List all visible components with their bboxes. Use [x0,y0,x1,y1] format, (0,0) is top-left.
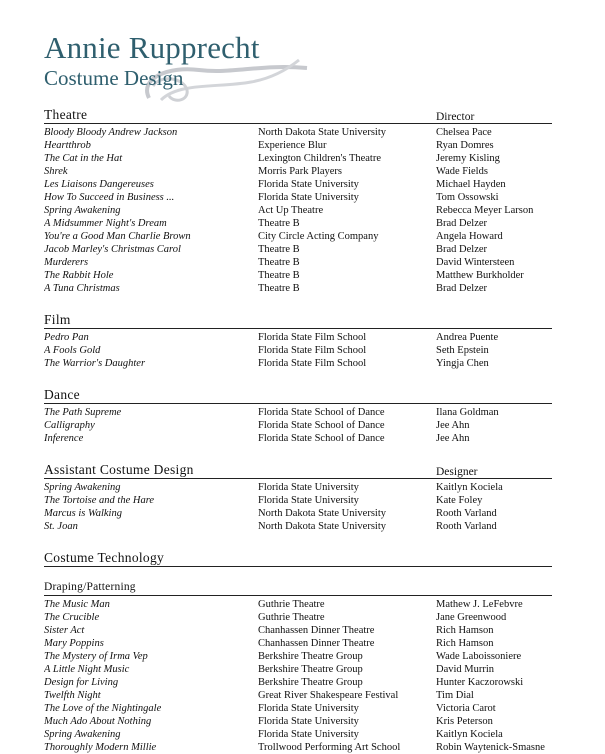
venue: Florida State University [258,729,359,740]
venue: Experience Blur [258,140,327,151]
venue: Theatre B [258,244,300,255]
section-header-assistant [44,461,552,479]
credit-row [44,741,552,754]
credit-row [44,357,552,370]
director-name: Ryan Domres [436,140,494,151]
director-name: David Murrin [436,664,495,675]
director-name: Robin Waytenick-Smasne [436,742,545,753]
column-header-designer: Designer [436,466,478,478]
credit-row [44,139,552,152]
resume-header [44,30,344,110]
venue: Theatre B [258,257,300,268]
production-title: The Warrior's Daughter [44,358,146,369]
production-title: Design for Living [44,677,119,688]
director-name: Ilana Goldman [436,407,499,418]
credit-row [44,406,552,419]
venue: Florida State University [258,179,359,190]
director-name: Jee Ahn [436,433,470,444]
credit-row [44,702,552,715]
venue: Guthrie Theatre [258,599,325,610]
section-header-technology [44,549,552,567]
venue: Trollwood Performing Art School [258,742,401,753]
credit-row [44,637,552,650]
credit-row [44,204,552,217]
column-header-director: Director [436,111,475,123]
section-header-film [44,311,552,329]
venue: Berkshire Theatre Group [258,677,363,688]
venue: Guthrie Theatre [258,612,325,623]
production-title: The Rabbit Hole [44,270,114,281]
production-title: Jacob Marley's Christmas Carol [44,244,181,255]
production-title: A Tuna Christmas [44,283,120,294]
venue: Florida State Film School [258,345,367,356]
credit-row [44,126,552,139]
section-title: Costume Technology [44,550,165,565]
dance-list [44,406,552,445]
director-name: Victoria Carot [436,703,496,714]
director-name: Kris Peterson [436,716,493,727]
director-name: Tom Ossowski [436,192,499,203]
director-name: Mathew J. LeFebvre [436,599,523,610]
credit-row [44,191,552,204]
production-title: Spring Awakening [44,729,121,740]
production-title: Les Liaisons Dangereuses [44,179,154,190]
director-name: Brad Delzer [436,244,488,255]
director-name: Jee Ahn [436,420,470,431]
venue: Morris Park Players [258,166,342,177]
credit-row [44,432,552,445]
director-name: Chelsea Pace [436,127,492,138]
production-title: A Midsummer Night's Dream [44,218,167,229]
director-name: Andrea Puente [436,332,499,343]
director-name: Rich Hamson [436,625,494,636]
technology-list [44,598,552,754]
production-title: Pedro Pan [44,332,89,343]
credit-row [44,598,552,611]
director-name: Brad Delzer [436,283,488,294]
credit-row [44,217,552,230]
venue: Theatre B [258,218,300,229]
venue: City Circle Acting Company [258,231,379,242]
director-name: Seth Epstein [436,345,489,356]
page-title: Annie Rupprecht [44,30,260,65]
director-name: Yingja Chen [436,358,489,369]
production-title: The Music Man [44,599,110,610]
credit-row [44,152,552,165]
venue: Chanhassen Dinner Theatre [258,638,375,649]
production-title: Shrek [44,166,68,177]
section-header-dance [44,386,552,404]
credit-row [44,689,552,702]
director-name: Jeremy Kisling [436,153,500,164]
production-title: Calligraphy [44,420,95,431]
credit-row [44,494,552,507]
credit-row [44,331,552,344]
venue: Chanhassen Dinner Theatre [258,625,375,636]
venue: Florida State University [258,482,359,493]
venue: Florida State University [258,716,359,727]
venue: Great River Shakespeare Festival [258,690,399,701]
credit-row [44,243,552,256]
page-subtitle: Costume Design [44,66,184,90]
venue: Lexington Children's Theatre [258,153,382,164]
production-title: Heartthrob [44,140,91,151]
director-name: Angela Howard [436,231,503,242]
director-name: Tim Dial [436,690,474,701]
production-title: Bloody Bloody Andrew Jackson [44,127,178,138]
credit-row [44,165,552,178]
production-title: How To Succeed in Business ... [44,192,175,203]
director-name: Michael Hayden [436,179,506,190]
section-title: Dance [44,387,80,402]
production-title: St. Joan [44,521,78,532]
credit-row [44,715,552,728]
director-name: Matthew Burkholder [436,270,524,281]
section-header-theatre [44,106,552,124]
credit-row [44,728,552,741]
credit-row [44,178,552,191]
production-title: Much Ado About Nothing [44,716,152,727]
venue: Theatre B [258,283,300,294]
venue: North Dakota State University [258,521,387,532]
production-title: Spring Awakening [44,482,121,493]
film-list [44,331,552,370]
production-title: Sister Act [44,625,85,636]
credit-row [44,676,552,689]
director-name: Brad Delzer [436,218,488,229]
credit-row [44,481,552,494]
venue: Florida State University [258,495,359,506]
venue: Florida State Film School [258,358,367,369]
production-title: The Mystery of Irma Vep [44,651,148,662]
venue: North Dakota State University [258,127,387,138]
venue: Theatre B [258,270,300,281]
venue: Florida State University [258,192,359,203]
credit-row [44,344,552,357]
credit-row [44,282,552,295]
director-name: Hunter Kaczorowski [436,677,524,688]
production-title: A Little Night Music [44,664,130,675]
credit-row [44,256,552,269]
production-title: Murderers [44,257,89,268]
section-title: Theatre [44,107,88,122]
venue: Act Up Theatre [258,205,324,216]
director-name: Kaitlyn Kociela [436,482,503,493]
production-title: Mary Poppins [44,638,104,649]
credit-row [44,230,552,243]
production-title: Marcus is Walking [44,508,122,519]
venue: Florida State School of Dance [258,433,385,444]
director-name: Jane Greenwood [436,612,507,623]
credit-row [44,611,552,624]
production-title: Spring Awakening [44,205,121,216]
director-name: Rooth Varland [436,508,497,519]
director-name: Rebecca Meyer Larson [436,205,534,216]
director-name: Kaitlyn Kociela [436,729,503,740]
production-title: The Tortoise and the Hare [44,495,155,506]
production-title: Twelfth Night [44,690,101,701]
section-title: Assistant Costume Design [44,462,194,477]
section-title: Film [44,312,71,327]
credit-row [44,663,552,676]
assistant-list [44,481,552,533]
credit-row [44,624,552,637]
venue: North Dakota State University [258,508,387,519]
director-name: Wade Fields [436,166,488,177]
credit-row [44,520,552,533]
director-name: David Wintersteen [436,257,515,268]
venue: Florida State School of Dance [258,420,385,431]
theatre-list [44,126,552,295]
production-title: A Fools Gold [44,345,101,356]
production-title: The Path Supreme [44,407,122,418]
venue: Florida State University [258,703,359,714]
director-name: Wade Laboissoniere [436,651,522,662]
credit-row [44,507,552,520]
credit-row [44,650,552,663]
production-title: Thoroughly Modern Millie [44,742,157,753]
production-title: The Cat in the Hat [44,153,123,164]
subsection-title: Draping/Patterning [44,581,552,596]
venue: Florida State School of Dance [258,407,385,418]
director-name: Kate Foley [436,495,483,506]
venue: Florida State Film School [258,332,367,343]
resume-body [44,106,552,754]
credit-row [44,419,552,432]
production-title: The Love of the Nightingale [44,703,162,714]
director-name: Rich Hamson [436,638,494,649]
credit-row [44,269,552,282]
production-title: You're a Good Man Charlie Brown [44,231,191,242]
production-title: Inference [44,433,84,444]
director-name: Rooth Varland [436,521,497,532]
venue: Berkshire Theatre Group [258,651,363,662]
venue: Berkshire Theatre Group [258,664,363,675]
production-title: The Crucible [44,612,100,623]
